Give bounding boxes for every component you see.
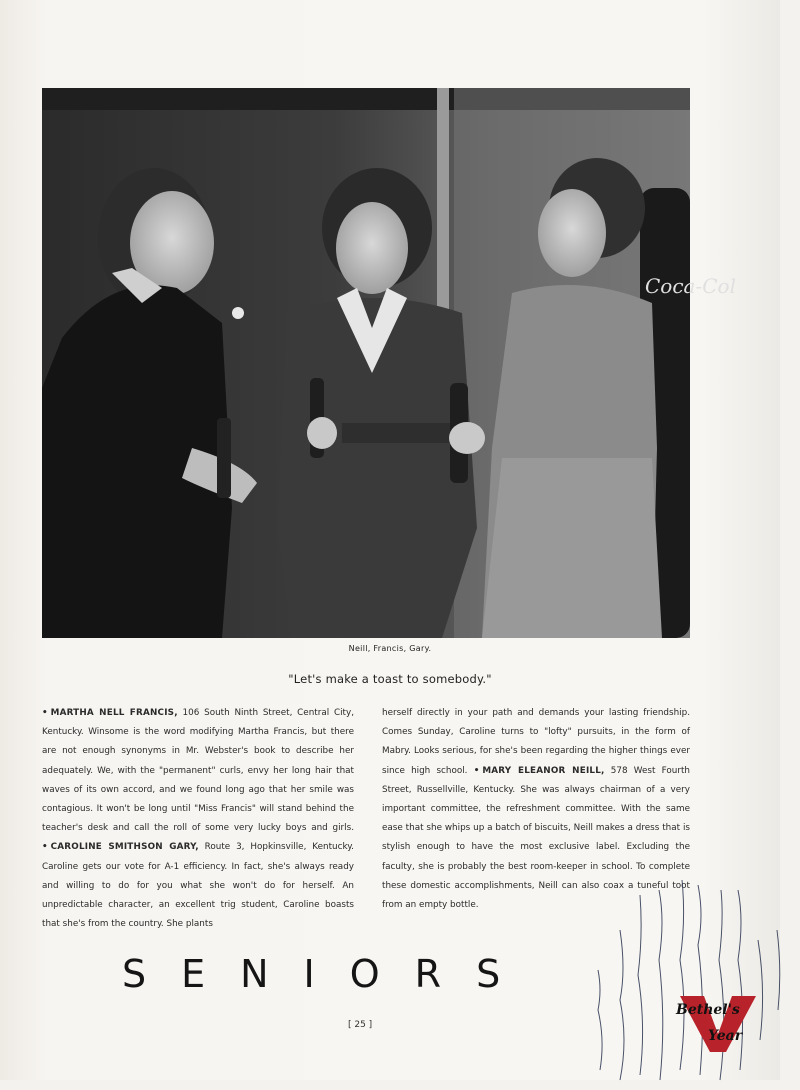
photo-illustration [42,88,736,638]
profile-text: 578 West Fourth Street, Russellville, Kentucky. She was always chairman of a very important committee, the refreshment committee. With the same ease that she whips up a batch of biscuits, Neill makes a dress that is stylish enough to have the most exclusive label. Excluding the faculty, she is probably the best room-keeper in school. To complete these domestic accomplishments, Neill can also coax a tuneful toot from an empty bottle. [382,765,691,911]
v-emblem-icon [668,990,768,1060]
right-text-column [382,704,690,915]
logo-year: Year [708,1028,743,1044]
toast-quote: "Let's make a toast to somebody." [288,672,492,686]
group-photo [42,88,736,638]
profile-text: herself directly in your path and demands your lasting friendship. Comes Sunday, Caroline turns to "lofty" pursuits, in the form of Mabry. Looks serious, for she's been regarding the higher things ever since high school. [382,708,690,776]
profile-text: 106 South Ninth Street, Central City, Kentucky. Winsome is the word modifying Martha Francis, but there are not enough synonyms in Mr. Webster's book to describe her adequately. We, with the "permanent" curls, envy her long hair that waves of its own accord, and we found long ago that her smile was contagious. It won't be long until "Miss Francis" will stand behind the teacher's desk and call the roll of some very lucky boys and girls. [42,708,354,834]
profile-text: Route 3, Hopkinsville, Kentucky. Caroline gets our vote for A-1 efficiency. In fact, she's always ready and willing to do for you what she won't do for herself. An unpredictable character, an excellent trig student, Caroline boasts that she's from the country. She plants [42,842,354,930]
profile-paragraph [382,704,690,915]
bullet-icon: • [42,842,48,853]
left-text-column [42,704,354,934]
seniors-heading: SENIORS [122,952,536,996]
profile-paragraph [42,704,354,934]
bullet-icon: • [473,765,480,776]
student-name: CAROLINE SMITHSON GARY, [50,842,199,853]
page-number: [ 25 ] [348,1020,373,1030]
bullet-icon: • [42,708,48,718]
coca-cola-sign: Coca-Col [645,274,736,298]
student-name: MARTHA NELL FRANCIS, [50,708,178,718]
bethels-year-logo [668,990,768,1060]
photo-caption: Neill, Francis, Gary. [348,644,432,653]
logo-bethels: Bethel's [676,1002,740,1018]
student-name: MARY ELEANOR NEILL, [482,765,605,776]
